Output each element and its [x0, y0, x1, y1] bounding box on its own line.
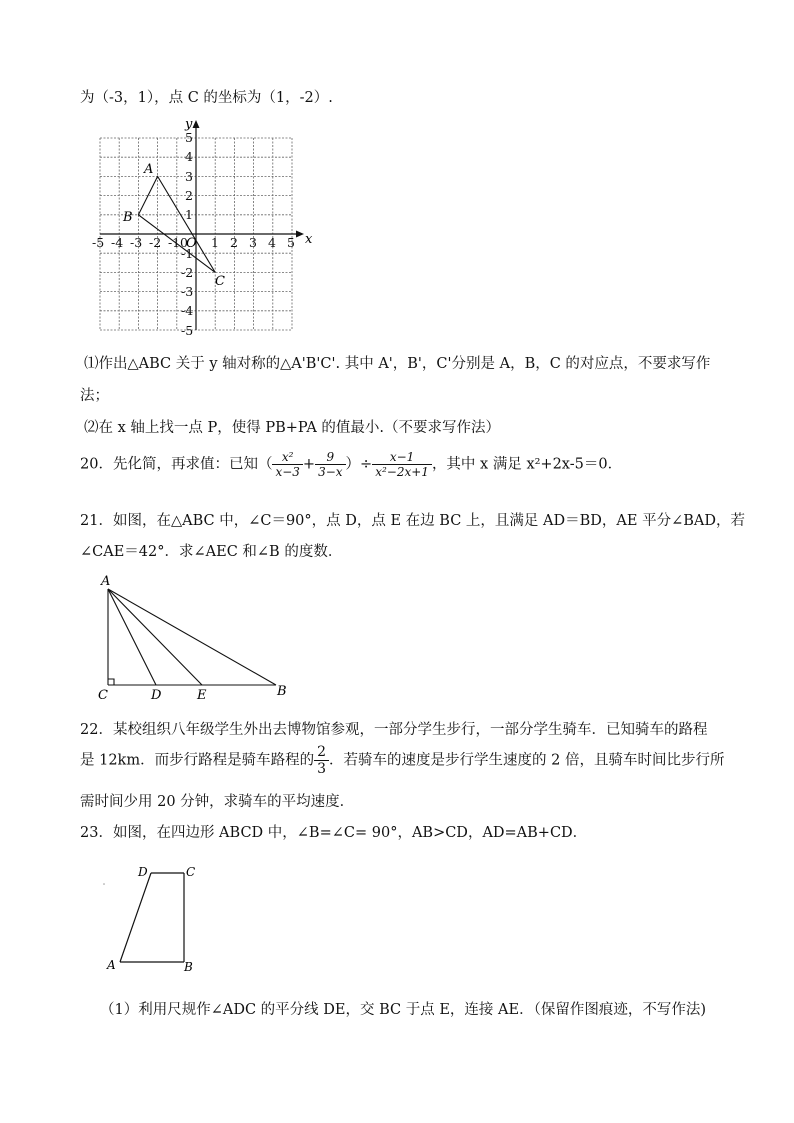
- q19-part2: ⑵在 x 轴上找一点 P，使得 PB+PA 的值最小.（不要求写作法）: [84, 420, 501, 436]
- x-tick: 3: [249, 235, 257, 250]
- point-a-label: A: [107, 958, 116, 972]
- triangle-adeb-figure: [96, 572, 306, 702]
- y-tick: -5: [181, 323, 194, 338]
- point-c-label: C: [98, 688, 108, 702]
- q22-line2: [80, 744, 724, 777]
- point-b-label: B: [123, 210, 133, 225]
- x-tick: -1: [168, 235, 181, 250]
- y-tick: 3: [185, 169, 193, 184]
- axis-x-label: x: [305, 232, 313, 247]
- x-tick: 1: [211, 235, 219, 250]
- y-tick: 2: [185, 188, 193, 203]
- y-tick: -3: [181, 284, 194, 299]
- axis-y-label: y: [185, 118, 193, 132]
- right-angle-mark: [108, 679, 114, 685]
- point-c-label: C: [186, 865, 196, 879]
- segment-ad: [108, 589, 156, 685]
- quadrilateral-abcd-figure: [98, 858, 208, 976]
- origin-label: O: [186, 236, 197, 251]
- y-axis-arrow: [193, 120, 200, 128]
- point-d-label: D: [151, 688, 162, 702]
- q19-part1-line2: 法；: [80, 388, 109, 404]
- q20-suffix: ，其中 x 满足 x²+2x-5＝0．: [431, 456, 623, 473]
- q23-line1: 23．如图，在四边形 ABCD 中，∠B=∠C= 90°，AB>CD，AD=AB+CD．: [80, 825, 588, 841]
- x-axis-arrow: [296, 231, 304, 238]
- point-b-label: B: [184, 960, 193, 974]
- fraction-3-numerator: x−1: [372, 450, 432, 465]
- q21-line1: 21．如图，在△ABC 中，∠C＝90°，点 D，点 E 在边 BC 上，且满足 AD＝BD，AE 平分∠BAD，若: [80, 513, 745, 529]
- point-a-label: A: [144, 162, 154, 177]
- intro-line: 为（-3，1），点 C 的坐标为（1，-2）.: [80, 90, 333, 106]
- segment-ad: [120, 873, 151, 962]
- point-c-label: C: [215, 274, 225, 289]
- y-tick: -4: [181, 303, 194, 318]
- segment-ab: [108, 589, 276, 685]
- point-a-label: A: [101, 574, 111, 589]
- y-tick: 1: [185, 207, 193, 222]
- x-tick: -5: [92, 235, 105, 250]
- fraction-3: [372, 450, 432, 479]
- fraction-1-numerator: x²: [272, 450, 302, 465]
- x-tick: -2: [149, 235, 162, 250]
- x-tick: 0: [180, 235, 188, 250]
- close-paren-divide: ）÷: [345, 456, 373, 473]
- q21-line2: ∠CAE＝42°．求∠AEC 和∠B 的度数．: [80, 544, 343, 560]
- y-tick: -1: [181, 246, 194, 261]
- fraction-1-denominator: x−3: [275, 465, 300, 479]
- fraction-two-thirds: [314, 744, 329, 777]
- plus-sign: +: [302, 456, 316, 473]
- x-tick: 4: [268, 235, 276, 250]
- q19-part1-line1: ⑴作出△ABC 关于 y 轴对称的△A'B'C'. 其中 A'，B'，C'分别是 A，B，C 的对应点，不要求写作: [84, 356, 711, 372]
- q22-line2-b: ．若骑车的速度是步行学生速度的 2 倍，且骑车时间比步行所: [329, 752, 725, 769]
- point-d-label: D: [138, 865, 148, 879]
- q22-line3: 需时间少用 20 分钟，求骑车的平均速度．: [80, 794, 355, 810]
- fraction-denominator: 3: [317, 761, 327, 777]
- x-tick: 5: [287, 235, 295, 250]
- fraction-2: [315, 450, 345, 479]
- segment-ae: [108, 589, 202, 685]
- y-tick: 5: [185, 130, 193, 145]
- q20-line: [80, 450, 622, 479]
- fraction-3-denominator: x²−2x+1: [375, 465, 429, 479]
- y-tick: -2: [181, 265, 194, 280]
- q20-prefix: 20．先化简，再求值：已知（: [80, 456, 273, 473]
- coordinate-grid-figure: [88, 118, 328, 340]
- x-tick: 2: [230, 235, 238, 250]
- point-b-label: B: [277, 684, 287, 699]
- fraction-1: [272, 450, 302, 479]
- x-tick: -4: [111, 235, 124, 250]
- q22-line1: 22．某校组织八年级学生外出去博物馆参观，一部分学生步行，一部分学生骑车．已知骑车的路程: [80, 722, 708, 738]
- fraction-numerator: 2: [314, 744, 329, 761]
- q22-line2-a: 是 12km．而步行路程是骑车路程的: [80, 752, 315, 769]
- stray-mark: [103, 883, 105, 885]
- x-tick: -3: [130, 235, 143, 250]
- y-tick: 4: [185, 149, 193, 164]
- point-e-label: E: [197, 688, 207, 702]
- q23-part1: （1）利用尺规作∠ADC 的平分线 DE，交 BC 于点 E，连接 AE．（保留作图痕迹，不写作法): [100, 1002, 706, 1018]
- fraction-2-denominator: 3−x: [318, 465, 343, 479]
- fraction-2-numerator: 9: [315, 450, 345, 465]
